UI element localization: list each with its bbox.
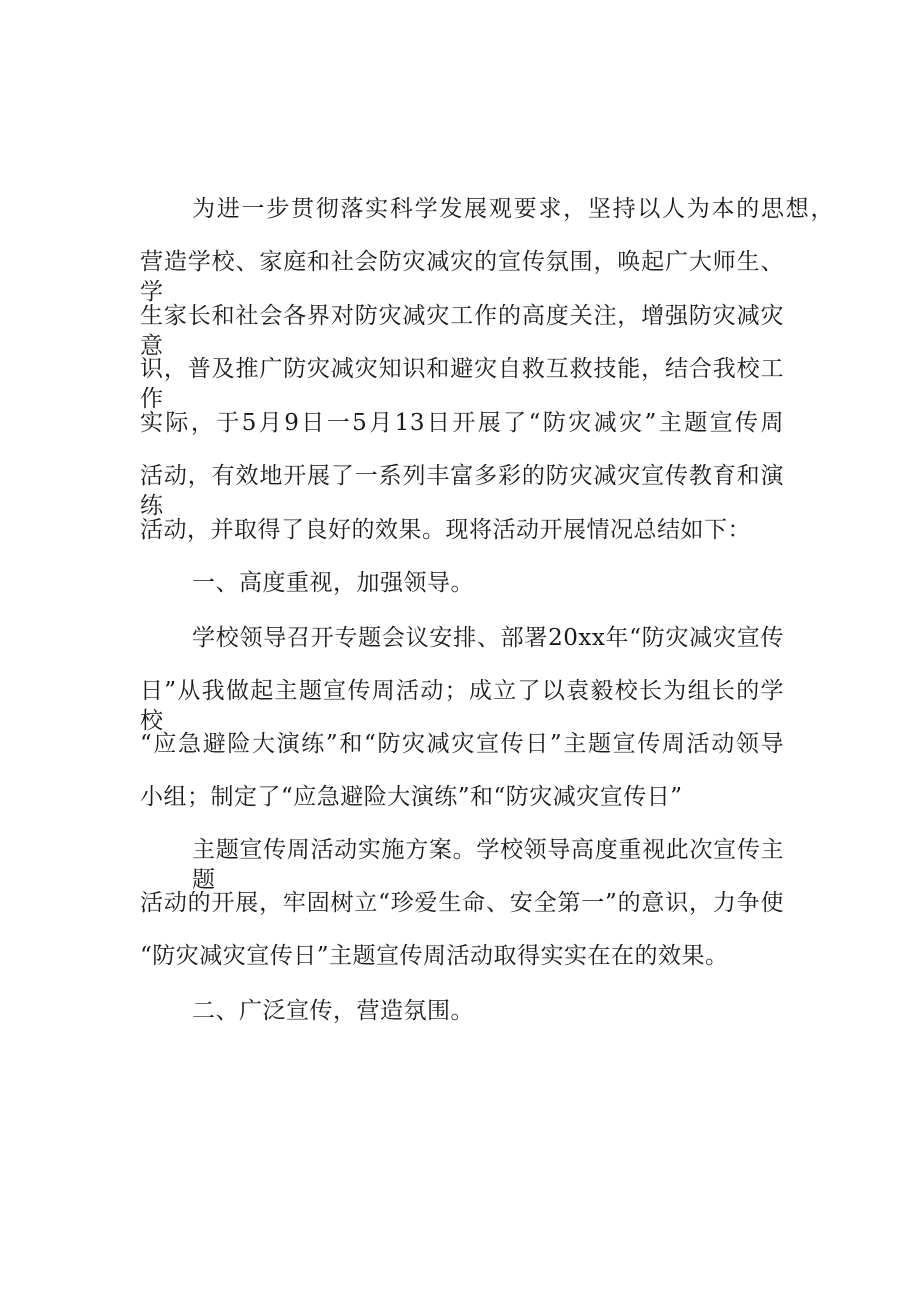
- intro-line: 生家长和社会各界对防灾减灾工作的高度关注，增强防灾减灾意: [140, 303, 784, 359]
- section1-para2-line: 活动的开展，牢固树立“珍爱生命、安全第一”的意识，力争使: [140, 890, 784, 916]
- section1-para2-line: “防灾减灾宣传日”主题宣传周活动取得实实在在的效果。: [140, 943, 729, 969]
- intro-line: 活动，有效地开展了一系列丰富多彩的防灾减灾宣传教育和演练: [140, 463, 784, 519]
- section1-para1-line: 小组；制定了“应急避险大演练”和“防灾减灾宣传日”: [140, 784, 683, 810]
- section1-para1-line: 学校领导召开专题会议安排、部署20xx年“防灾减灾宣传: [192, 625, 784, 651]
- intro-line: 识，普及推广防灾减灾知识和避灾自救互救技能，结合我校工作: [140, 356, 784, 412]
- section-heading-2: 二、广泛宣传，营造氛围。: [192, 998, 474, 1024]
- section1-para1-line: “应急避险大演练”和“防灾减灾宣传日”主题宣传周活动领导: [140, 731, 784, 757]
- intro-line: 营造学校、家庭和社会防灾减灾的宣传氛围，唤起广大师生、学: [140, 249, 784, 305]
- section1-para2-line: 主题宣传周活动实施方案。学校领导高度重视此次宣传主题: [192, 837, 784, 893]
- section-heading-1: 一、高度重视，加强领导。: [192, 570, 474, 596]
- intro-line: 活动，并取得了良好的效果。现将活动开展情况总结如下：: [140, 517, 751, 543]
- intro-line: 实际，于5月9日一5月13日开展了“防灾减灾”主题宣传周: [140, 410, 784, 436]
- intro-line: 为进一步贯彻落实科学发展观要求，坚持以人为本的思想，: [192, 196, 834, 222]
- section1-para1-line: 日”从我做起主题宣传周活动；成立了以袁毅校长为组长的学校: [140, 678, 784, 734]
